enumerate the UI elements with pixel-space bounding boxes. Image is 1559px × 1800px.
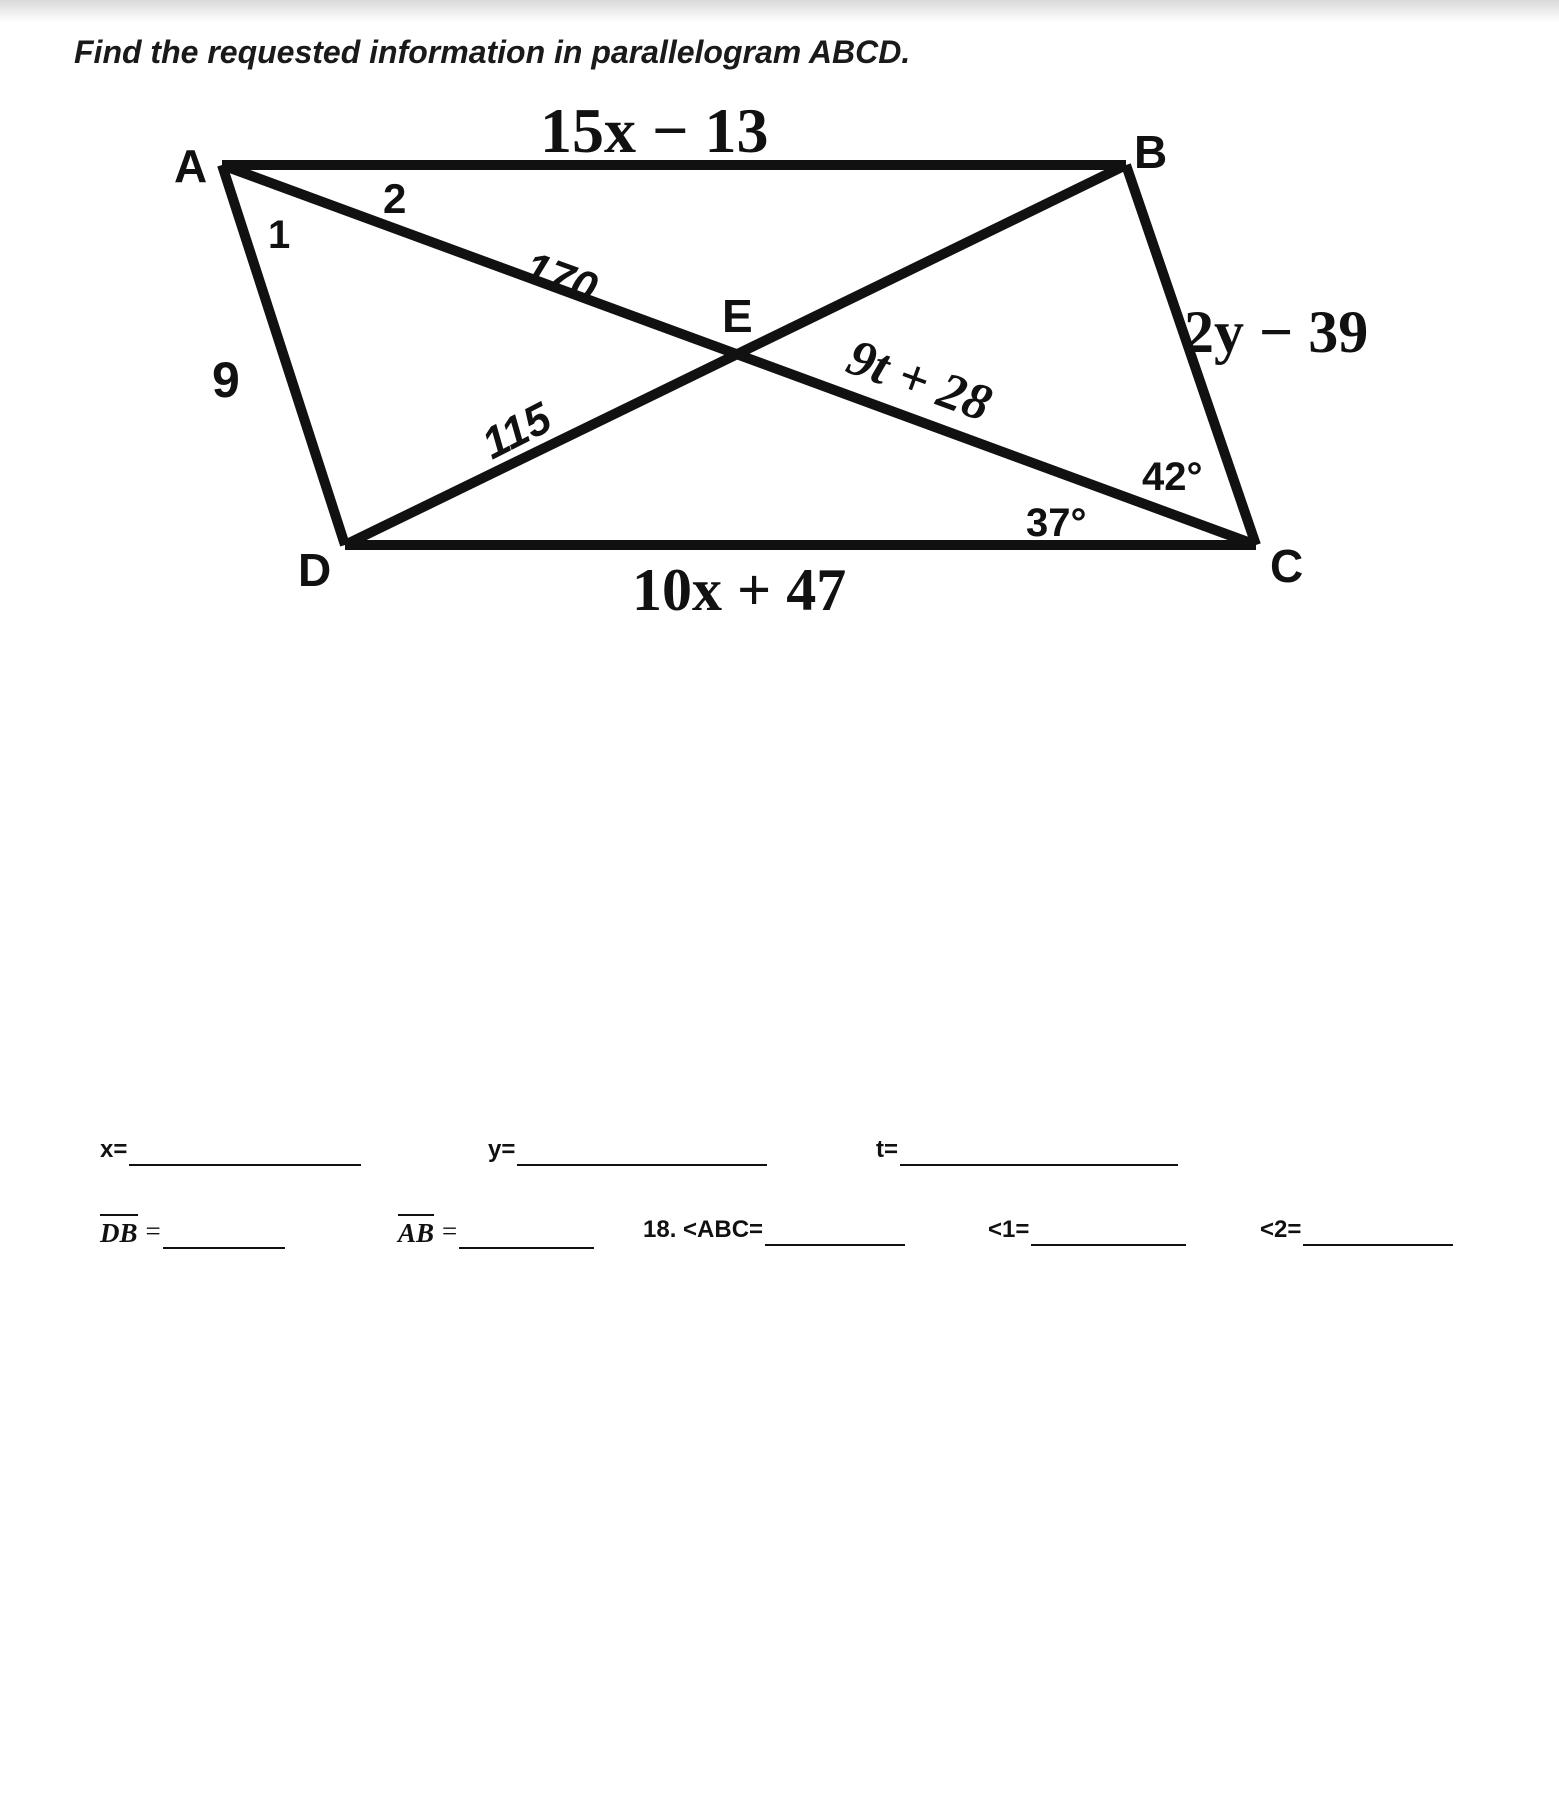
answer-angle2 xyxy=(1260,1216,1453,1246)
answer-ab xyxy=(398,1216,594,1249)
vertex-label-e: E xyxy=(722,290,753,342)
answer-x-label: x= xyxy=(100,1136,128,1163)
answer-y xyxy=(488,1136,767,1166)
answer-ab-label: AB xyxy=(398,1218,434,1249)
answer-angle1-blank[interactable] xyxy=(1031,1220,1186,1246)
parallelogram-figure xyxy=(0,0,1559,640)
answer-abc-label: 18. <ABC= xyxy=(643,1216,764,1243)
vertex-label-d: D xyxy=(298,544,332,596)
answer-y-blank[interactable] xyxy=(517,1140,767,1166)
angle-acd-label: 37° xyxy=(1026,501,1087,545)
side-bc-label: 2y − 39 xyxy=(1184,299,1369,365)
answer-y-label: y= xyxy=(488,1136,516,1163)
side-dc-label: 10x + 47 xyxy=(632,557,847,623)
vertex-label-c: C xyxy=(1270,540,1304,592)
angle-1-label: 1 xyxy=(268,213,291,257)
answer-db-blank[interactable] xyxy=(163,1223,285,1249)
answer-angle1 xyxy=(988,1216,1186,1246)
answer-db-equals: = xyxy=(145,1216,161,1246)
answer-angle2-blank[interactable] xyxy=(1303,1220,1453,1246)
answer-angle1-label: <1= xyxy=(988,1216,1030,1243)
answer-ab-blank[interactable] xyxy=(459,1223,594,1249)
side-ab-label: 15x − 13 xyxy=(540,95,769,166)
answer-t-blank[interactable] xyxy=(900,1140,1178,1166)
answer-x xyxy=(100,1136,361,1166)
answer-abc xyxy=(643,1216,905,1246)
answer-x-blank[interactable] xyxy=(129,1140,361,1166)
answer-db-label: DB xyxy=(100,1218,138,1249)
segment-ae-label: 170 xyxy=(517,242,604,314)
segment-ec-label: 9t + 28 xyxy=(839,328,999,433)
side-ad-label: 9 xyxy=(212,352,240,408)
segment-de-label: 115 xyxy=(474,393,560,469)
answer-angle2-label: <2= xyxy=(1260,1216,1302,1243)
answer-db xyxy=(100,1216,285,1249)
page-title: Find the requested information in parallelogram ABCD. xyxy=(74,34,911,70)
answer-t xyxy=(876,1136,1178,1166)
angle-2-label: 2 xyxy=(383,175,407,222)
vertex-label-b: B xyxy=(1134,126,1168,178)
answer-abc-blank[interactable] xyxy=(765,1220,905,1246)
answer-ab-equals: = xyxy=(442,1216,458,1246)
answer-t-label: t= xyxy=(876,1136,899,1163)
diagonal-bd xyxy=(345,165,1126,545)
angle-bca-label: 42° xyxy=(1142,455,1203,499)
vertex-label-a: A xyxy=(174,140,208,192)
